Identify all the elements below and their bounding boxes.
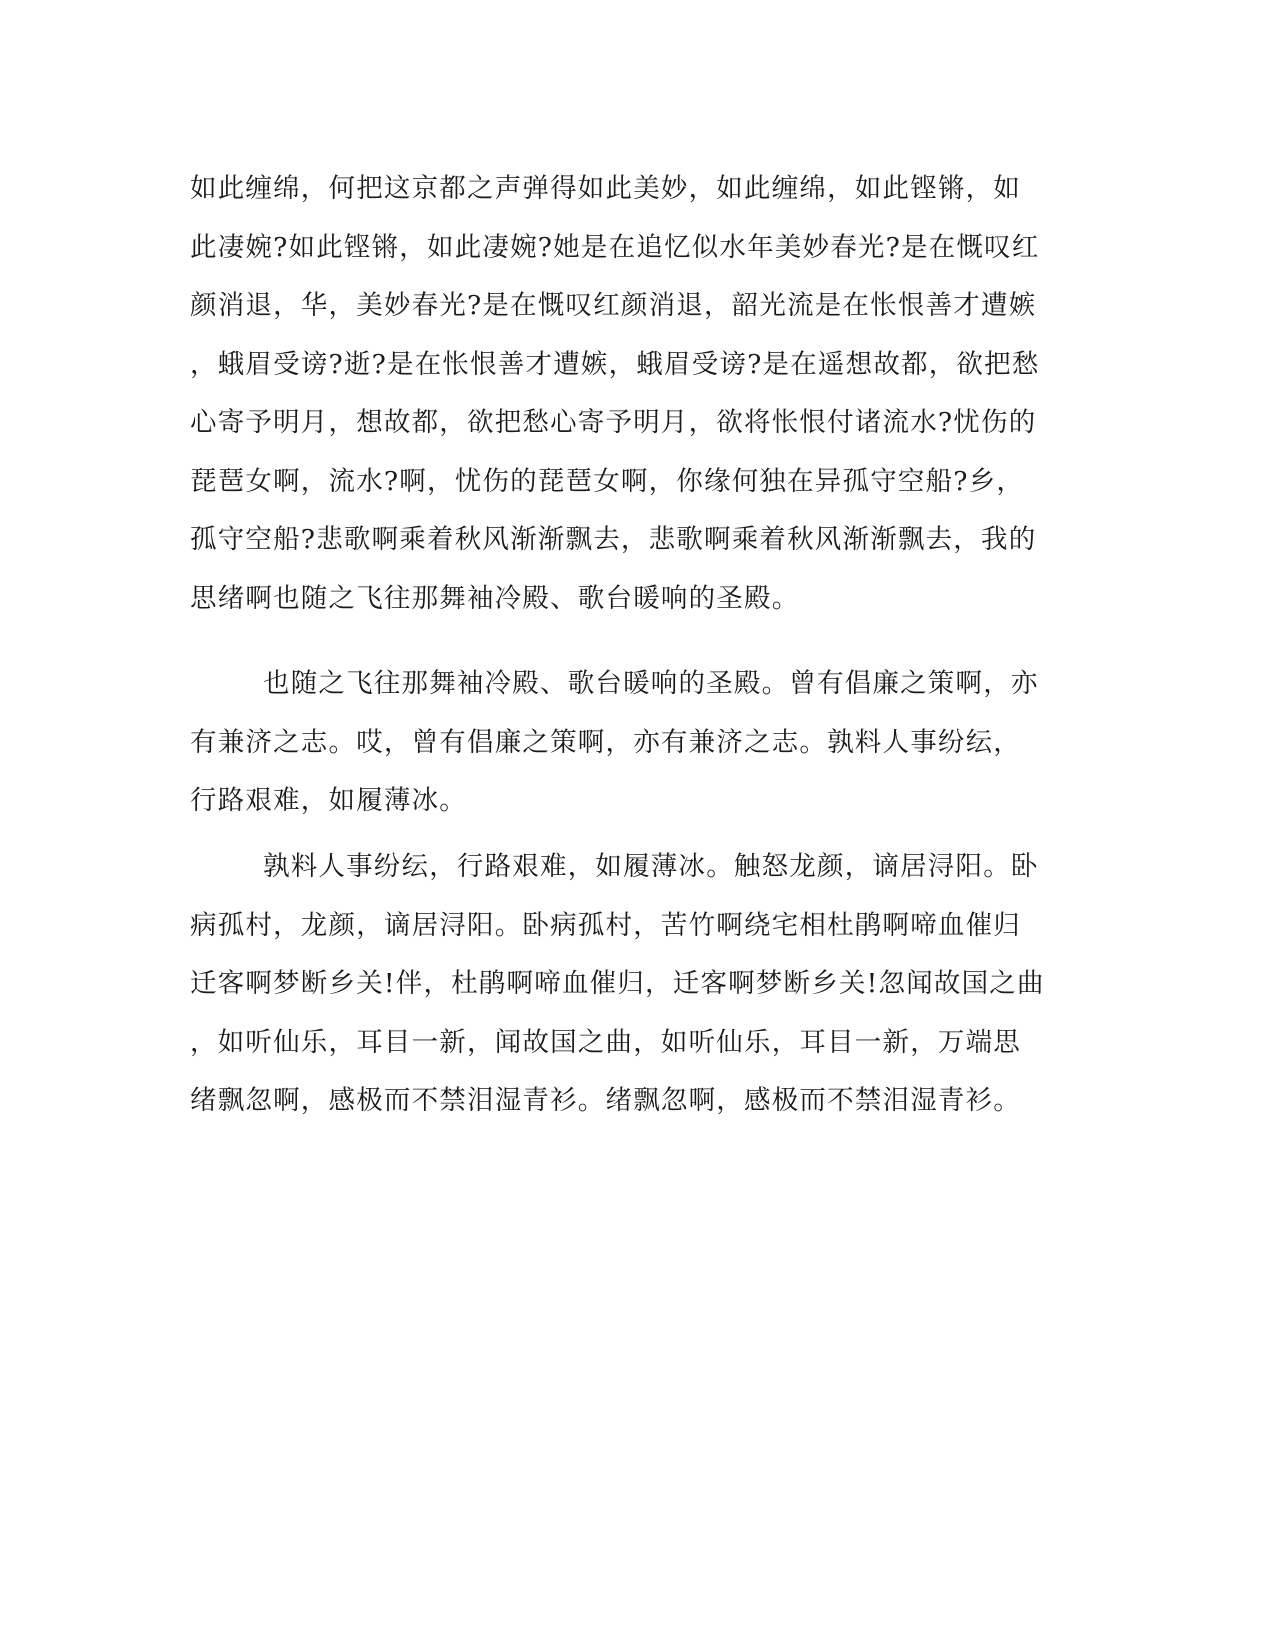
text-line: 孰料人事纷纭，行路艰难，如履薄冰。触怒龙颜，谪居浔阳。卧 xyxy=(263,851,1039,882)
text-line: 也随之飞往那舞袖冷殿、歌台暖响的圣殿。曾有倡廉之策啊，亦 xyxy=(263,668,1039,699)
paragraph-3 xyxy=(190,838,1090,1131)
paragraph-2 xyxy=(190,655,1090,831)
text-line: 思绪啊也随之飞往那舞袖冷殿、歌台暖响的圣殿。 xyxy=(190,582,800,614)
text-line: 心寄予明月，想故都，欲把愁心寄予明月，欲将怅恨付诸流水?忧伤的 xyxy=(190,407,1037,438)
text-line: 如此缠绵，何把这京都之声弹得如此美妙，如此缠绵，如此铿锵，如 xyxy=(190,173,1021,204)
text-line: ，蛾眉受谤?逝?是在怅恨善才遭嫉，蛾眉受谤?是在遥想故都，欲把愁 xyxy=(190,348,1040,380)
text-line: 孤守空船?悲歌啊乘着秋风渐渐飘去，悲歌啊乘着秋风渐渐飘去，我的 xyxy=(190,524,1037,555)
text-line: 有兼济之志。哎，曾有倡廉之策啊，亦有兼济之志。孰料人事纷纭， xyxy=(190,726,1021,758)
text-line: 此凄婉?如此铿锵，如此凄婉?她是在追忆似水年美妙春光?是在慨叹红 xyxy=(190,231,1040,263)
text-line: 迁客啊梦断乡关!伴，杜鹃啊啼血催归，迁客啊梦断乡关!忽闻故国之曲 xyxy=(190,968,1045,999)
text-line: 病孤村，龙颜，谪居浔阳。卧病孤村，苦竹啊绕宅相杜鹃啊啼血催归 xyxy=(190,909,1021,941)
paragraph-1 xyxy=(190,160,1090,628)
text-line: 颜消退，华，美妙春光?是在慨叹红颜消退，韶光流是在怅恨善才遭嫉 xyxy=(190,290,1037,321)
text-line: 琵琶女啊，流水?啊，忧伤的琵琶女啊，你缘何独在异孤守空船?乡， xyxy=(190,465,1025,497)
text-line: 绪飘忽啊，感极而不禁泪湿青衫。绪飘忽啊，感极而不禁泪湿青衫。 xyxy=(190,1085,1021,1116)
text-line: ，如听仙乐，耳目一新，闻故国之曲，如听仙乐，耳目一新，万端思 xyxy=(190,1026,1021,1058)
text-line: 行路艰难，如履薄冰。 xyxy=(190,785,467,816)
